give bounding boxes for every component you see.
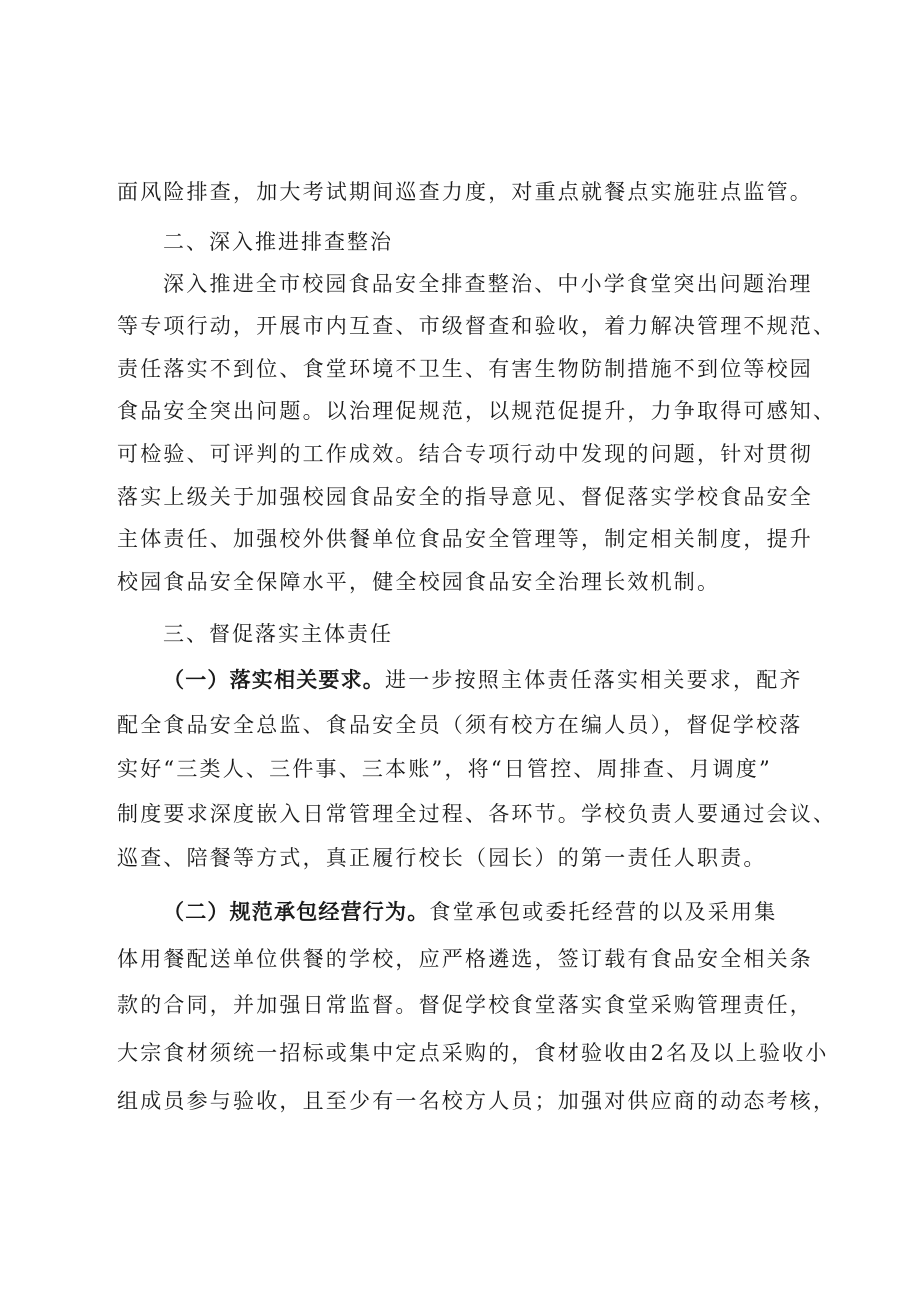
paragraph-line: 款的合同，并加强日常监督。督促学校食堂落实食堂采购管理责任， xyxy=(117,993,813,1017)
subsection-text: 食堂承包或委托经营的以及采用集 xyxy=(429,900,778,924)
paragraph-line: 主体责任、加强校外供餐单位食品安全管理等，制定相关制度，提升 xyxy=(117,527,813,551)
paragraph-line: 落实上级关于加强校园食品安全的指导意见、督促落实学校食品安全 xyxy=(117,485,813,509)
paragraph-line xyxy=(163,660,823,700)
paragraph-line: 可检验、可评判的工作成效。结合专项行动中发现的问题，针对贯彻 xyxy=(117,442,813,466)
subsection-title-2: （二）规范承包经营行为。 xyxy=(163,900,430,924)
paragraph-line: 深入推进全市校园食品安全排查整治、中小学食堂突出问题治理 xyxy=(163,272,813,296)
paragraph-line: 巡查、陪餐等方式，真正履行校长（园长）的第一责任人职责。 xyxy=(117,846,767,870)
paragraph-line: 等专项行动，开展市内互查、市级督查和验收，着力解决管理不规范、 xyxy=(117,314,837,338)
paragraph-line: 制度要求深度嵌入日常管理全过程、各环节。学校负责人要通过会议、 xyxy=(117,802,837,826)
paragraph-line: 校园食品安全保障水平，健全校园食品安全治理长效机制。 xyxy=(117,570,721,594)
paragraph-line: 大宗食材须统一招标或集中定点采购的，食材验收由2名及以上验收小 xyxy=(117,1041,829,1065)
paragraph-line xyxy=(163,892,823,932)
paragraph-line: 组成员参与验收，且至少有一名校方人员；加强对供应商的动态考核， xyxy=(117,1089,837,1113)
subsection-text: 进一步按照主体责任落实相关要求，配齐 xyxy=(385,668,803,692)
section-heading-3: 三、督促落实主体责任 xyxy=(163,622,393,646)
subsection-title-1: （一）落实相关要求。 xyxy=(163,668,385,692)
paragraph-line: 实好“三类人、三件事、三本账”，将“日管控、周排查、月调度” xyxy=(117,757,772,781)
paragraph-line: 体用餐配送单位供餐的学校，应严格遴选，签订载有食品安全相关条 xyxy=(117,947,813,971)
paragraph-line: 责任落实不到位、食堂环境不卫生、有害生物防制措施不到位等校园 xyxy=(117,357,813,381)
paragraph-line: 配全食品安全总监、食品安全员（须有校方在编人员），督促学校落 xyxy=(117,713,803,737)
paragraph-line: 食品安全突出问题。以治理促规范，以规范促提升，力争取得可感知、 xyxy=(117,399,837,423)
paragraph-line: 面风险排查，加大考试期间巡查力度，对重点就餐点实施驻点监管。 xyxy=(117,180,813,204)
section-heading-2: 二、深入推进排查整治 xyxy=(163,230,393,254)
